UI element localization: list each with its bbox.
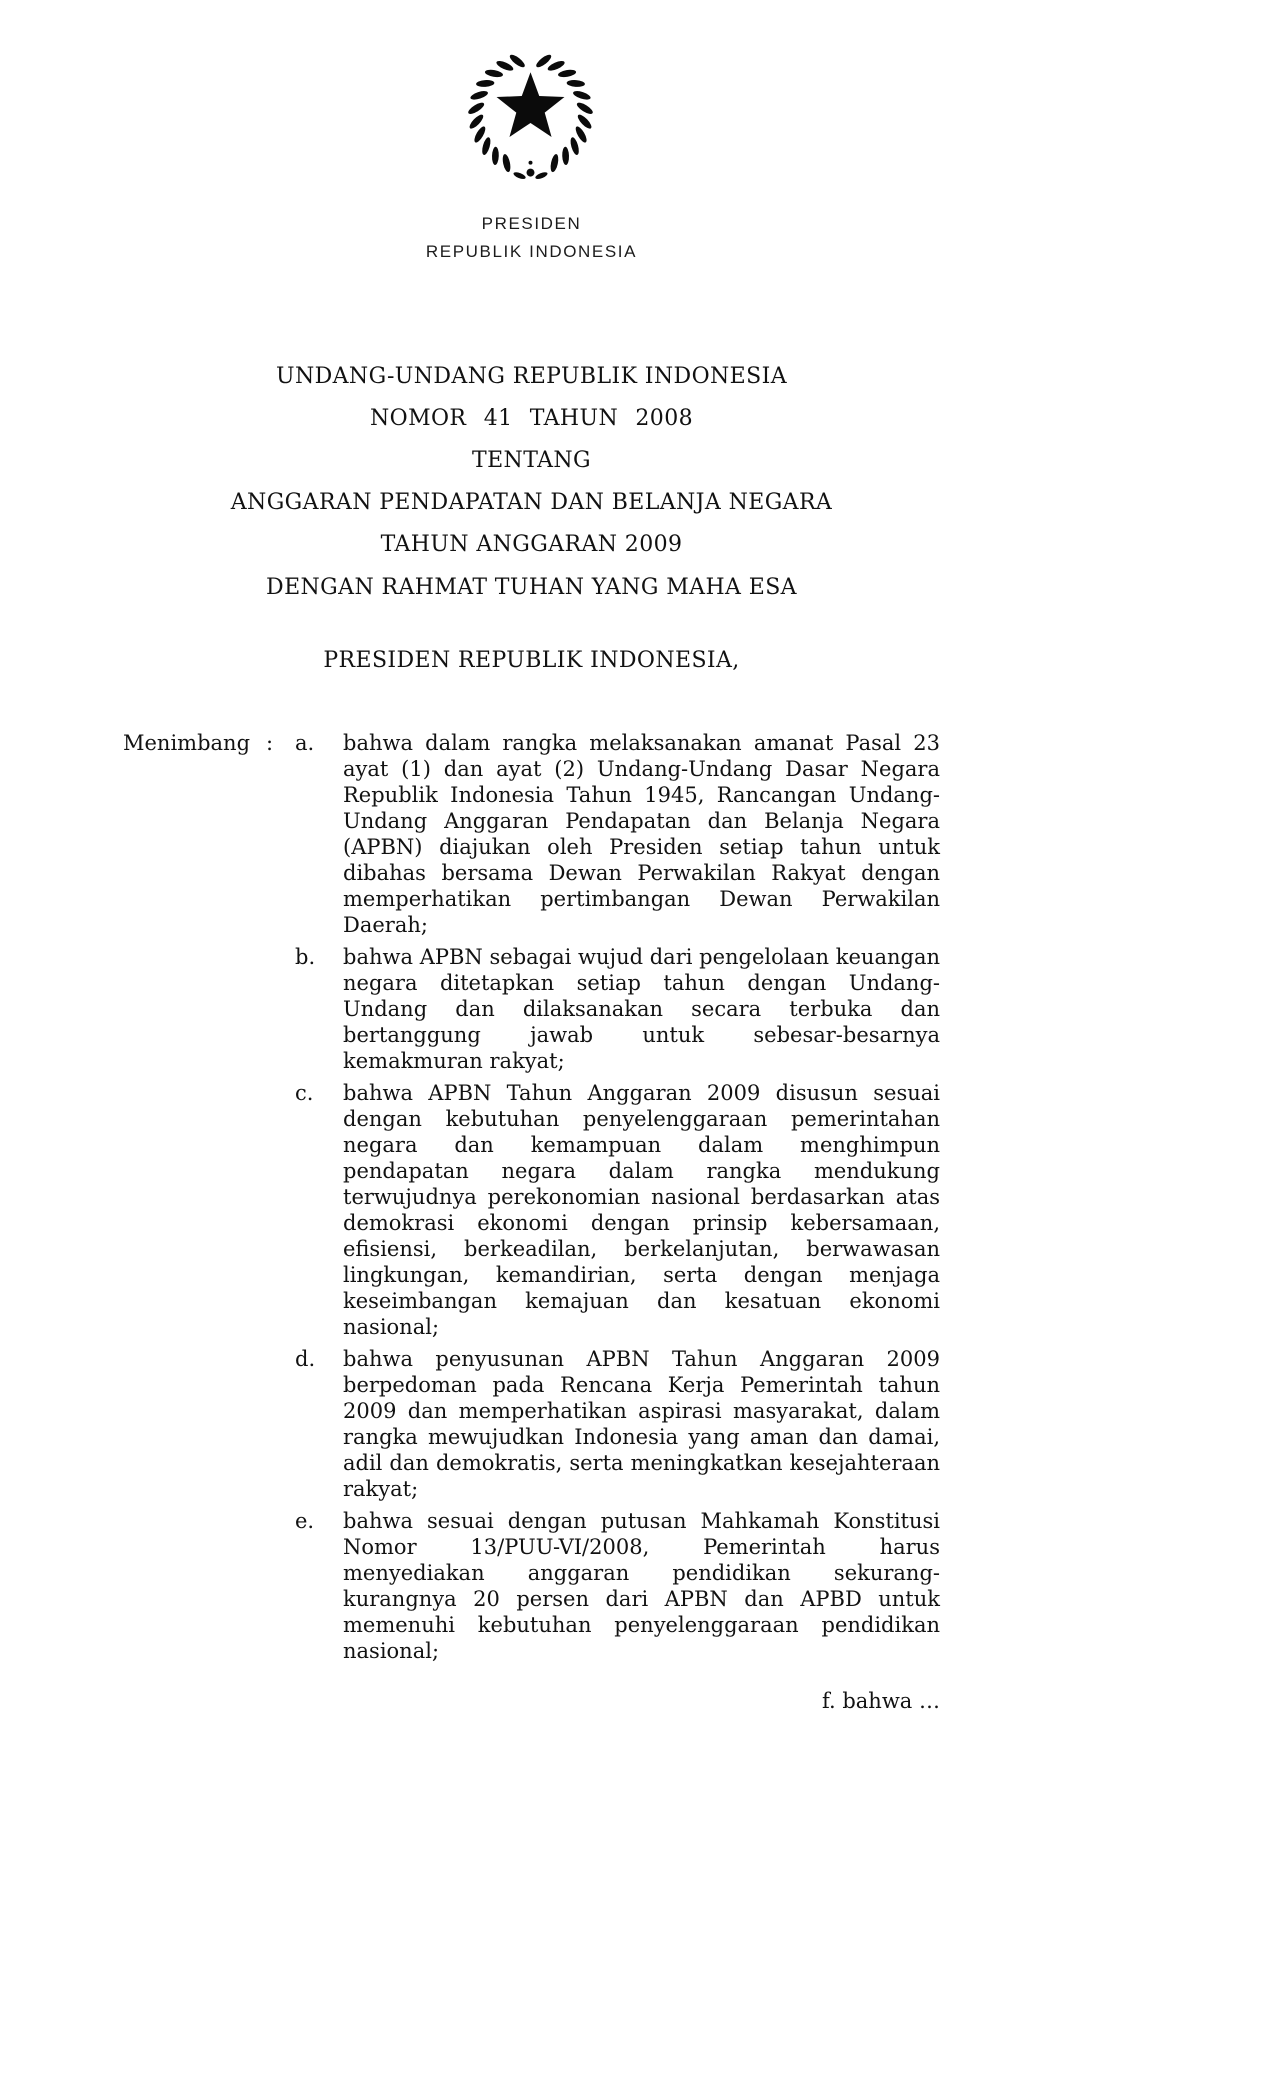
item-text: bahwa APBN sebagai wujud dari pengelolaan keuangan negara ditetapkan setiap tahun dengan Undang-Undang dan dilaksanakan secara terbuka dan bertanggung jawab untuk sebesar-besarnya kemakmuran rakyat; [343,945,940,1073]
title-line-5-fiscal-year: TAHUN ANGGARAN 2009 [380,532,683,557]
item-letter: d. [295,1347,316,1371]
title-line-4-subject: ANGGARAN PENDAPATAN DAN BELANJA NEGARA [230,490,833,515]
item-text: bahwa APBN Tahun Anggaran 2009 disusun sesuai dengan kebutuhan penyelenggaraan pemerintahan negara dan kemampuan dalam menghimpun pendapatan negara dalam rangka mendukung terwujudnya perekonomian nasional berdasarkan atas demokrasi ekonomi dengan prinsip kebersamaan, efisiensi, berkeadilan, berkelanjutan, berwawasan lingkungan, kemandirian, serta dengan menjaga keseimbangan kemajuan dan kesatuan ekonomi nasional; [343,1081,940,1339]
considering-item-b [123,944,940,1074]
considering-section [123,730,940,1664]
title-line-3-tentang: TENTANG [472,448,591,473]
item-letter: e. [295,1509,315,1533]
presidential-star-wreath-emblem-icon [459,42,604,192]
item-letter: b. [295,945,316,969]
letterhead-presiden: PRESIDEN [481,214,582,233]
title-line-1: UNDANG-UNDANG REPUBLIK INDONESIA [276,364,787,389]
title-line-2-nomor: NOMOR 41 TAHUN 2008 [369,406,693,431]
considering-label: Menimbang [123,731,251,755]
letterhead-republik-indonesia: REPUBLIK INDONESIA [425,242,638,261]
considering-item-d [123,1346,940,1502]
item-text: bahwa dalam rangka melaksanakan amanat Pasal 23 ayat (1) dan ayat (2) Undang-Undang Dasar Negara Republik Indonesia Tahun 1945, Rancangan Undang-Undang Anggaran Pendapatan dan Belanja Negara (APBN) diajukan oleh Presiden setiap tahun untuk dibahas bersama Dewan Perwakilan Rakyat dengan memperhatikan pertimbangan Dewan Perwakilan Daerah; [343,731,940,937]
item-letter: a. [295,731,315,755]
considering-item-c [123,1080,940,1340]
item-text: bahwa sesuai dengan putusan Mahkamah Konstitusi Nomor 13/PUU-VI/2008, Pemerintah harus menyediakan anggaran pendidikan sekurang-kurangnya 20 persen dari APBN dan APBD untuk memenuhi kebutuhan penyelenggaraan pendidikan nasional; [343,1509,940,1663]
considering-item-e [123,1508,940,1664]
considering-colon: : [266,731,274,755]
enacting-authority-line: PRESIDEN REPUBLIK INDONESIA, [323,648,740,673]
considering-item-a [123,730,940,938]
document-title [123,356,940,566]
item-letter: c. [295,1081,314,1105]
page-catchword: f. bahwa … [821,1689,940,1713]
emblem-container [123,0,940,196]
item-text: bahwa penyusunan APBN Tahun Anggaran 2009 berpedoman pada Rencana Kerja Pemerintah tahun 2009 dan memperhatikan aspirasi masyarakat, dalam rangka mewujudkan Indonesia yang aman dan damai, adil dan demokratis, serta meningkatkan kesejahteraan rakyat; [343,1347,940,1501]
letterhead [123,210,940,266]
invocation-line: DENGAN RAHMAT TUHAN YANG MAHA ESA [266,575,797,600]
document-content [123,0,940,1714]
